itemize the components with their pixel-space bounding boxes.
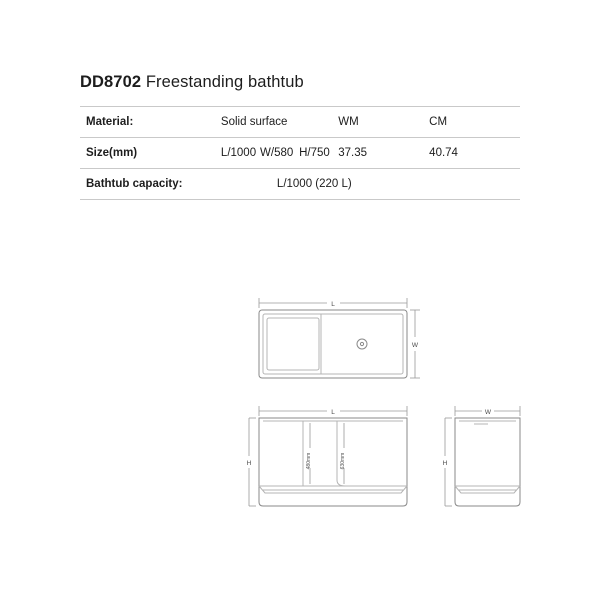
- size-cm-value: 40.74: [423, 138, 520, 169]
- side-view-drawing: [443, 406, 520, 506]
- top-view-width-label: W: [411, 342, 419, 349]
- row-value-material: Solid surface: [215, 107, 332, 138]
- front-view-depth-630-label: 630mm: [340, 452, 346, 470]
- technical-drawings: [0, 280, 600, 580]
- capacity-cm-value: [423, 169, 520, 200]
- spec-table: [80, 106, 520, 200]
- front-view-length-label: L: [331, 409, 335, 416]
- drawings-svg: [0, 280, 600, 580]
- column-header-wm: WM: [332, 107, 423, 138]
- row-label-size: Size(mm): [80, 138, 215, 169]
- front-view-height-label: H: [246, 460, 252, 467]
- product-code: DD8702: [80, 73, 142, 91]
- product-name: Freestanding bathtub: [141, 73, 304, 91]
- side-view-width-label: W: [484, 409, 492, 416]
- row-value-capacity: L/1000 (220 L): [215, 169, 332, 200]
- table-row: [80, 138, 520, 169]
- table-row: [80, 169, 520, 200]
- page-title: [80, 72, 520, 92]
- front-view-depth-480-label: 480mm: [306, 452, 312, 470]
- column-header-cm: CM: [423, 107, 520, 138]
- table-row: [80, 107, 520, 138]
- product-spec-sheet: [80, 72, 520, 200]
- top-view-length-label: L: [331, 301, 335, 308]
- size-width: W/580: [254, 138, 293, 169]
- row-label-capacity: Bathtub capacity:: [80, 169, 215, 200]
- row-label-material: Material:: [80, 107, 215, 138]
- front-view-drawing: [247, 406, 407, 506]
- size-height: H/750: [293, 138, 332, 169]
- top-view-drawing: [259, 298, 420, 378]
- size-length: L/1000: [215, 138, 254, 169]
- size-wm-value: 37.35: [332, 138, 423, 169]
- side-view-height-label: H: [442, 460, 448, 467]
